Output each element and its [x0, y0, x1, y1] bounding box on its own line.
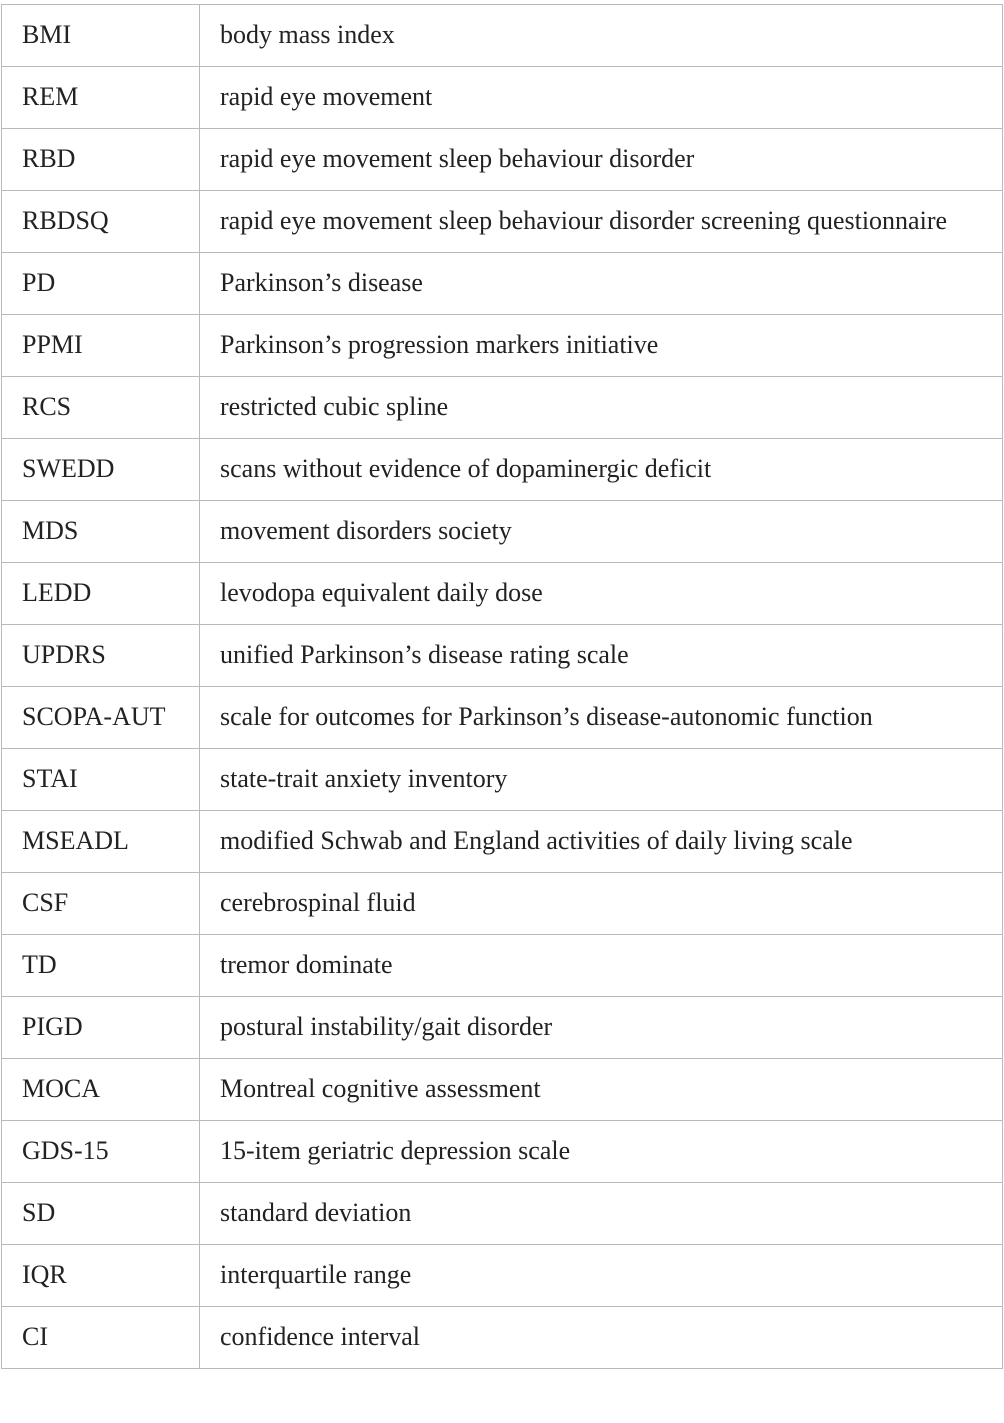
- table-row: [2, 1121, 1003, 1183]
- table-row: [2, 749, 1003, 811]
- definition-cell: standard deviation: [200, 1183, 1003, 1245]
- table-row: [2, 625, 1003, 687]
- abbreviations-table: [1, 4, 1003, 1369]
- definition-cell: 15-item geriatric depression scale: [200, 1121, 1003, 1183]
- definition-cell: cerebrospinal fluid: [200, 873, 1003, 935]
- abbreviation-cell: SWEDD: [2, 439, 200, 501]
- definition-cell: scans without evidence of dopaminergic deficit: [200, 439, 1003, 501]
- table-row: [2, 67, 1003, 129]
- definition-cell: confidence interval: [200, 1307, 1003, 1369]
- abbreviation-cell: GDS-15: [2, 1121, 200, 1183]
- abbreviation-cell: CSF: [2, 873, 200, 935]
- table-row: [2, 1183, 1003, 1245]
- definition-cell: rapid eye movement sleep behaviour disorder: [200, 129, 1003, 191]
- definition-cell: modified Schwab and England activities of daily living scale: [200, 811, 1003, 873]
- table-row: [2, 315, 1003, 377]
- definition-cell: unified Parkinson’s disease rating scale: [200, 625, 1003, 687]
- definition-cell: tremor dominate: [200, 935, 1003, 997]
- table-row: [2, 253, 1003, 315]
- abbreviation-cell: RBD: [2, 129, 200, 191]
- table-row: [2, 1307, 1003, 1369]
- definition-cell: scale for outcomes for Parkinson’s disease-autonomic function: [200, 687, 1003, 749]
- table-row: [2, 5, 1003, 67]
- abbreviation-cell: CI: [2, 1307, 200, 1369]
- abbreviation-cell: SCOPA-AUT: [2, 687, 200, 749]
- abbreviation-cell: BMI: [2, 5, 200, 67]
- table-row: [2, 129, 1003, 191]
- table-row: [2, 1059, 1003, 1121]
- definition-cell: interquartile range: [200, 1245, 1003, 1307]
- definition-cell: rapid eye movement sleep behaviour disorder screening questionnaire: [200, 191, 1003, 253]
- definition-cell: body mass index: [200, 5, 1003, 67]
- definition-cell: Parkinson’s progression markers initiative: [200, 315, 1003, 377]
- abbreviation-cell: UPDRS: [2, 625, 200, 687]
- table-row: [2, 811, 1003, 873]
- definition-cell: levodopa equivalent daily dose: [200, 563, 1003, 625]
- abbreviation-cell: PIGD: [2, 997, 200, 1059]
- definition-cell: Parkinson’s disease: [200, 253, 1003, 315]
- abbreviations-table-body: [2, 5, 1003, 1369]
- abbreviation-cell: PPMI: [2, 315, 200, 377]
- table-row: [2, 563, 1003, 625]
- definition-cell: rapid eye movement: [200, 67, 1003, 129]
- table-row: [2, 377, 1003, 439]
- definition-cell: Montreal cognitive assessment: [200, 1059, 1003, 1121]
- abbreviation-cell: RBDSQ: [2, 191, 200, 253]
- abbreviation-cell: STAI: [2, 749, 200, 811]
- abbreviation-cell: TD: [2, 935, 200, 997]
- abbreviation-cell: REM: [2, 67, 200, 129]
- abbreviation-cell: LEDD: [2, 563, 200, 625]
- definition-cell: postural instability/gait disorder: [200, 997, 1003, 1059]
- abbreviation-cell: IQR: [2, 1245, 200, 1307]
- table-row: [2, 873, 1003, 935]
- abbreviation-cell: SD: [2, 1183, 200, 1245]
- definition-cell: state-trait anxiety inventory: [200, 749, 1003, 811]
- definition-cell: movement disorders society: [200, 501, 1003, 563]
- table-row: [2, 439, 1003, 501]
- table-row: [2, 191, 1003, 253]
- table-row: [2, 501, 1003, 563]
- table-row: [2, 935, 1003, 997]
- abbreviation-cell: RCS: [2, 377, 200, 439]
- definition-cell: restricted cubic spline: [200, 377, 1003, 439]
- table-row: [2, 997, 1003, 1059]
- abbreviation-cell: MOCA: [2, 1059, 200, 1121]
- table-row: [2, 1245, 1003, 1307]
- abbreviation-cell: MSEADL: [2, 811, 200, 873]
- abbreviation-cell: MDS: [2, 501, 200, 563]
- table-row: [2, 687, 1003, 749]
- abbreviation-cell: PD: [2, 253, 200, 315]
